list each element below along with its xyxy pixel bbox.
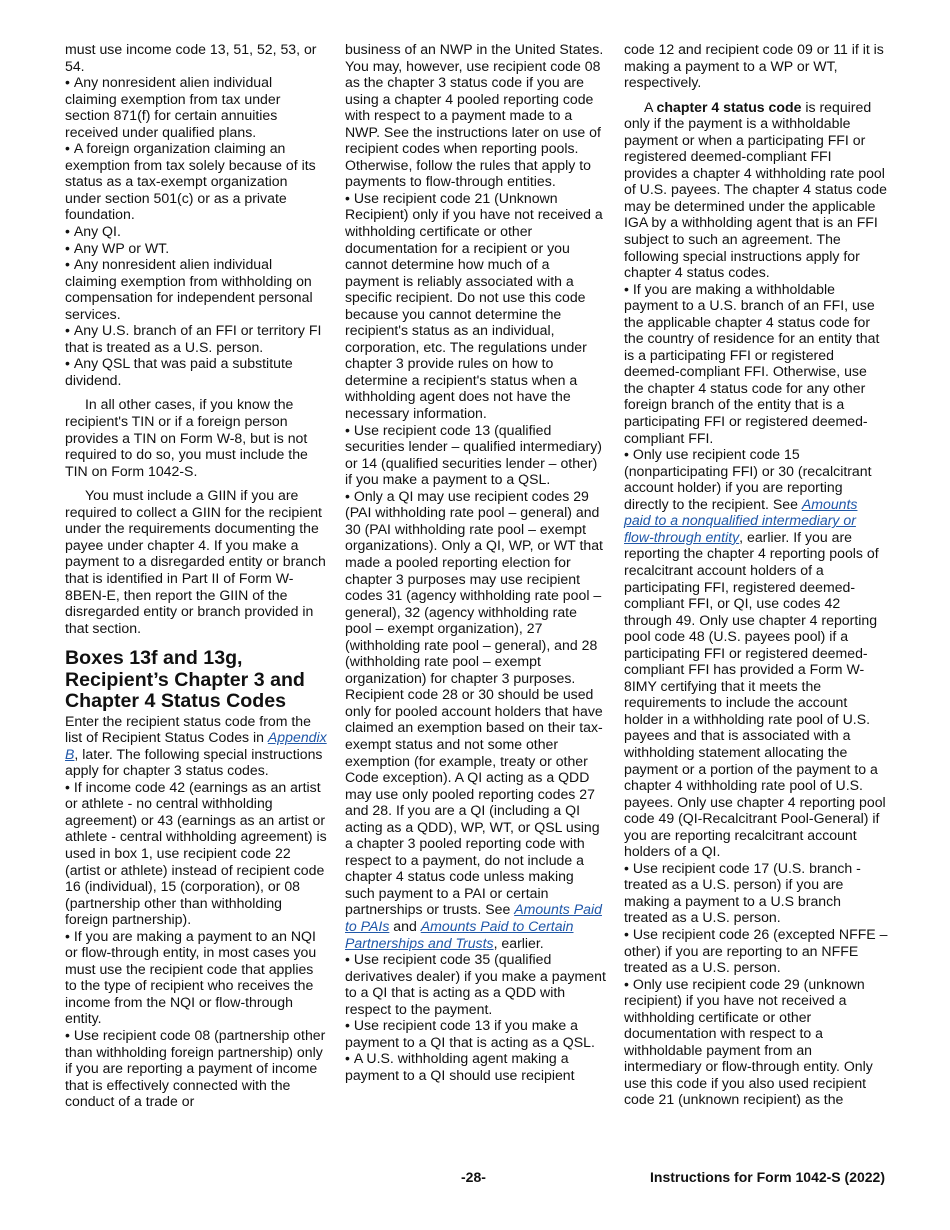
page-number: -28-	[461, 1169, 486, 1185]
paragraph: A chapter 4 status code is required only if the payment is a withholdable payment or when a participating FFI or registered deemed-compliant FFI provides a chapter 4 withholding rate pool of U.S. payees. The chapter 4 status code may be determined under the applicable IGA by a withholding agent that is an FFI subject to such an agreement. The following special instructions apply for chapter 4 status codes.	[624, 98, 887, 281]
amounts-paid-to-pais-link[interactable]: Amounts Paid to PAIs	[345, 901, 602, 934]
bullet-item: • Use recipient code 13 if you make a payment to a QI that is acting as a QSL.	[345, 1017, 607, 1050]
bullet-item: • Any U.S. branch of an FFI or territory FI that is treated as a U.S. person.	[65, 322, 327, 355]
bullet-item: • Use recipient code 35 (qualified derivatives dealer) if you make a payment to a QI that is acting as a QDD with respect to the payment.	[345, 951, 607, 1017]
bullet-item: • Only use recipient code 29 (unknown recipient) if you have not received a withholding certificate or other documentation with respect to a withholdable payment from an intermediary or flow-through entity. Only use this code if you also used recipient code 21 (unknown recipient) as the	[624, 976, 888, 1108]
paragraph: business of an NWP in the United States. You may, however, use recipient code 08 as the chapter 3 status code if you are using a chapter 4 pooled reporting code with respect to a payment made to a NWP. See the instructions later on use of recipient codes when reporting pools. Otherwise, follow the rules that apply to payments to flow-through entities.	[345, 41, 604, 190]
bullet-item: • Use recipient code 26 (excepted NFFE – other) if you are reporting to an NFFE treated as a U.S. person.	[624, 926, 888, 976]
column-2	[345, 41, 607, 1083]
page-footer	[0, 1169, 950, 1189]
column-1	[65, 41, 327, 1110]
bullet-item: • Any nonresident alien individual claiming exemption from withholding on compensation for independent personal services.	[65, 256, 327, 322]
bullet-item: • If income code 42 (earnings as an artist or athlete - no central withholding agreement) or 43 (earnings as an artist or athlete - central withholding agreement) is used in box 1, use recipient code 22 (artist or athlete) instead of recipient code 16 (individual), 15 (corporation), or 08 (partnership other than withholding foreign partnership).	[65, 779, 327, 928]
column-3	[624, 41, 888, 1108]
paragraph: In all other cases, if you know the recipient's TIN or if a foreign person provides a TIN on Form W-8, but is not required to do so, you must include the TIN on Form 1042-S.	[65, 396, 308, 479]
bullet-item: • If you are making a withholdable payment to a U.S. branch of an FFI, use the applicable chapter 4 status code for the country of residence for an entity that is a participating FFI or registered deemed-compliant FFI. Otherwise, use the chapter 4 status code for any other foreign branch of the entity that is a participating FFI or registered deemed-compliant FFI.	[624, 281, 888, 446]
bullet-item: • A U.S. withholding agent making a payment to a QI should use recipient	[345, 1050, 607, 1083]
amounts-paid-partnerships-trusts-link[interactable]: Amounts Paid to Certain Partnerships and Trusts	[345, 917, 574, 951]
footer-title: Instructions for Form 1042-S (2022)	[650, 1169, 885, 1185]
paragraph: must use income code 13, 51, 52, 53, or 54.	[65, 41, 317, 74]
bullet-item: • Only a QI may use recipient codes 29 (PAI withholding rate pool – general) and 30 (PAI withholding rate pool – exempt organizations). Only a QI, WP, or WT that made a pooled reporting election for chapter 3 purposes may use recipient codes 31 (agency withholding rate pool – general), 32 (agency withholding rate pool – exempt organization), 27 (withholding rate pool – general), and 28 (withholding rate pool – exempt organization) for chapter 3 purposes. Recipient code 28 or 30 should be used only for pooled account holders that have claimed an exemption based on their tax-exempt status and not some other exemption (for example, treaty or other Code exception). A QI acting as a QDD may use only pooled reporting codes 27 and 28. If you are a QI (including a QI acting as a QDD), WP, WT, or QSL using a chapter 3 pooled reporting code with respect to a payment, do not include a chapter 4 status code unless making such payment to a PAI or certain partnerships or trusts. See Amounts Paid to PAIs and Amounts Paid to Certain Partnerships and Trusts, earlier.	[345, 488, 607, 951]
bullet-item: • Any WP or WT.	[65, 240, 327, 257]
bullet-item: • Any QI.	[65, 223, 327, 240]
bullet-item: • Any nonresident alien individual claiming exemption from tax under section 871(f) for certain annuities received under qualified plans.	[65, 74, 327, 140]
bullet-item: • A foreign organization claiming an exemption from tax solely because of its status as a tax-exempt organization under section 501(c) or as a private foundation.	[65, 140, 327, 223]
section-heading: Boxes 13f and 13g, Recipient’s Chapter 3 and Chapter 4 Status Codes	[65, 647, 305, 713]
bullet-item: • If you are making a payment to an NQI or flow-through entity, in most cases you must use the recipient code that applies to the type of recipient who receives the income from the NQI or flow-through entity.	[65, 928, 327, 1027]
bullet-item: • Use recipient code 17 (U.S. branch - treated as a U.S. person) if you are making a payment to a U.S branch treated as a U.S. person.	[624, 860, 888, 926]
bullet-item: • Only use recipient code 15 (nonparticipating FFI) or 30 (recalcitrant account holder) if you are reporting directly to the recipient. See Amounts paid to a nonqualified intermediary or flow-through entity, earlier. If you are reporting the chapter 4 reporting pools of recalcitrant account holders of a participating FFI, registered deemed-compliant FFI, or QI, use codes 42 through 49. Only use chapter 4 reporting pool code 48 (U.S. payees pool) if a participating FFI or registered deemed-compliant FFI has provided a Form W-8IMY certifying that it meets the requirements to include the account holder in a withholding rate pool of U.S. payees and that is associated with a withholding statement allocating the payment or a portion of the payment to a chapter 4 withholding rate pool of U.S. payees. Only use chapter 4 reporting pool code 49 (QI-Recalcitrant Pool-General) if you are reporting recalcitrant account holders of a QI.	[624, 446, 888, 860]
bullet-item: • Use recipient code 21 (Unknown Recipient) only if you have not received a withholding certificate or other documentation for a recipient or you cannot determine how much of a payment is reliably associated with a specific recipient. Do not use this code because you cannot determine the recipient's status as an individual, corporation, etc. The regulations under chapter 3 provide rules on how to determine a recipient's status when a withholding agent does not have the necessary information.	[345, 190, 607, 422]
bullet-item: • Use recipient code 13 (qualified securities lender – qualified intermediary) or 14 (qualified securities lender – other) if you make a payment to a QSL.	[345, 422, 607, 488]
bullet-item: • Any QSL that was paid a substitute dividend.	[65, 355, 327, 388]
paragraph: code 12 and recipient code 09 or 11 if it is making a payment to a WP or WT, respectively.	[624, 41, 884, 91]
amounts-paid-nqi-link[interactable]: Amounts paid to a nonqualified intermediary or flow-through entity	[624, 495, 858, 545]
paragraph: Enter the recipient status code from the list of Recipient Status Codes in Appendix B, later. The following special instructions apply for chapter 3 status codes.	[65, 712, 327, 779]
bullet-item: • Use recipient code 08 (partnership other than withholding foreign partnership) only if you are reporting a payment of income that is effectively connected with the conduct of a trade or	[65, 1027, 327, 1110]
paragraph: You must include a GIIN if you are required to collect a GIIN for the recipient under the requirements documenting the payee under chapter 4. If you make a payment to a disregarded entity or branch that is identified in Part II of Form W-8BEN-E, then report the GIIN of the disregarded entity or branch provided in that section.	[65, 487, 326, 636]
appendix-b-link[interactable]: Appendix B	[65, 729, 327, 762]
